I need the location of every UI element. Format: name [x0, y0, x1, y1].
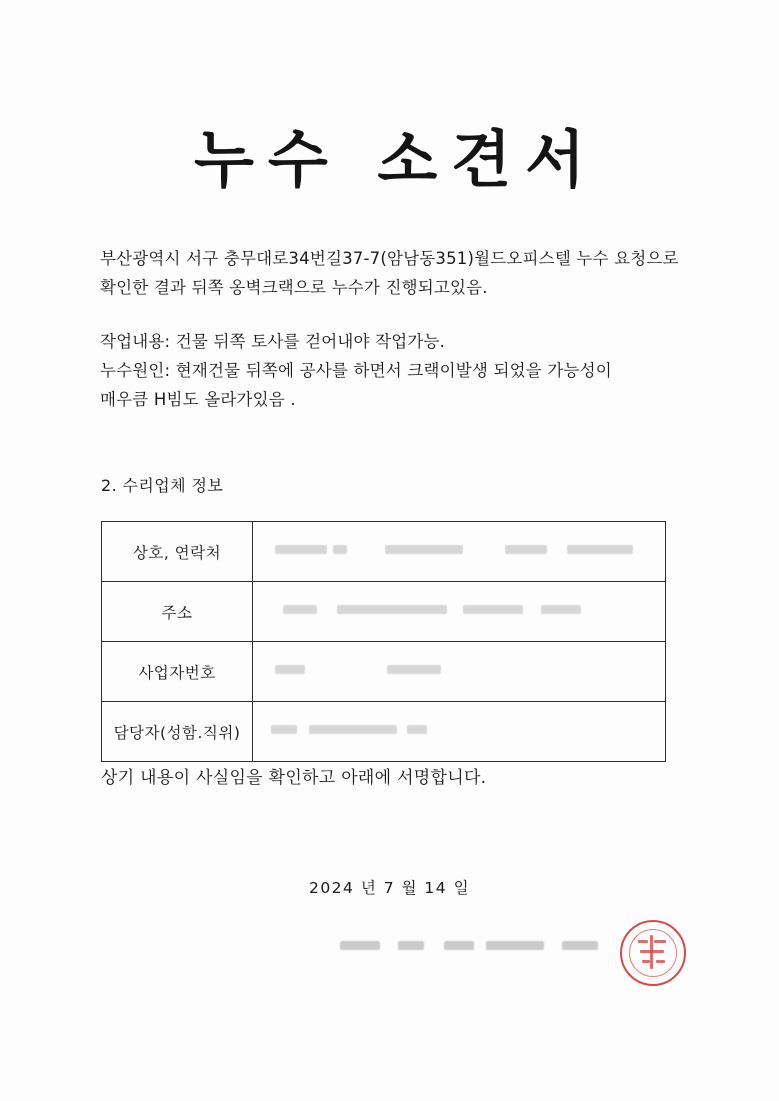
table-label-company: 상호, 연락처: [102, 522, 253, 582]
redacted-content: [267, 665, 664, 679]
red-seal-stamp-icon: [620, 920, 686, 986]
page-title: 누수 소견서: [193, 123, 600, 196]
signature-line: [340, 935, 640, 969]
table-label-address: 주소: [102, 582, 253, 642]
document-date: 2024 년 7 월 14 일: [308, 879, 471, 897]
table-row: [102, 702, 666, 762]
redacted-content: [267, 725, 664, 739]
table-row: [102, 522, 666, 582]
table-row: [102, 642, 666, 702]
work-scope-line: 작업내용: 건물 뒤쪽 토사를 걷어내야 작업가능.: [100, 332, 446, 351]
confirmation-statement: 상기 내용이 사실임을 확인하고 아래에 서명합니다.: [101, 768, 487, 788]
intro-paragraph: 부산광역시 서구 충무대로34번길37-7(암남동351)월드오피스텔 누수 요청으로 확인한 결과 뒤쪽 옹벽크랙으로 누수가 진행되고있음.: [100, 249, 679, 297]
repair-company-table: [101, 521, 666, 762]
table-value-contact-person: [253, 702, 666, 762]
details-paragraph: [100, 328, 680, 415]
redacted-signature: [340, 935, 640, 949]
table-value-business-number: [253, 642, 666, 702]
table-label-contact-person: 담당자(성함.직위): [102, 702, 253, 762]
leak-cause-line-2: 매우큼 H빔도 올라가있음 .: [100, 389, 296, 409]
table-row: [102, 582, 666, 642]
redacted-content: [267, 605, 664, 619]
table-value-address: [253, 582, 666, 642]
section-heading-repair-company: 2. 수리업체 정보: [101, 476, 224, 495]
table-label-business-number: 사업자번호: [102, 642, 253, 702]
leak-cause-line-1: 누수원인: 현재건물 뒤쪽에 공사를 하면서 크랙이발생 되었을 가능성이: [100, 360, 612, 380]
table-value-company: [253, 522, 666, 582]
redacted-content: [267, 545, 664, 559]
